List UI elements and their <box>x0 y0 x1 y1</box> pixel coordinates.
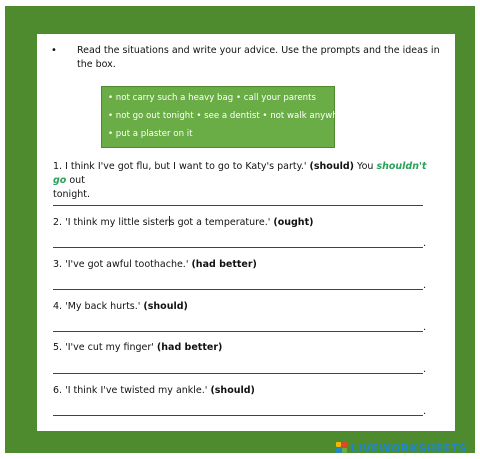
answer-line-3[interactable] <box>53 289 423 290</box>
question-5-modal: (had better) <box>156 342 223 353</box>
question-3-prompt: 3. 'I've got awful toothache.' <box>53 259 189 270</box>
logo-icon <box>336 442 348 454</box>
answer-line-2[interactable] <box>53 247 423 248</box>
question-1-modal: (should) <box>309 161 354 172</box>
question-6-prompt: 6. 'I think I've twisted my ankle.' <box>53 385 208 396</box>
question-5-prompt: 5. 'I've cut my finger' <box>53 342 154 353</box>
question-1-continuation: tonight. <box>53 189 90 200</box>
question-1 <box>53 160 433 202</box>
line-end-dot: . <box>423 364 427 375</box>
line-end-dot: . <box>423 406 427 417</box>
question-4-modal: (should) <box>143 301 188 312</box>
question-5 <box>53 341 433 355</box>
line-end-dot: . <box>423 322 427 333</box>
question-1-answer[interactable]: shouldn't go <box>53 161 427 186</box>
line-end-dot: . <box>423 238 427 249</box>
line-end-dot: . <box>423 280 427 291</box>
ideas-line-3: • put a plaster on it <box>108 129 193 139</box>
liveworksheets-logo <box>336 440 467 456</box>
logo-text: LIVEWORKSHEETS <box>351 441 467 455</box>
question-4 <box>53 300 433 314</box>
question-3-modal: (had better) <box>191 259 257 270</box>
question-2-modal: (ought) <box>273 217 314 228</box>
answer-line-5[interactable] <box>53 373 423 374</box>
green-frame <box>5 6 475 453</box>
question-1-prefix: You <box>357 161 374 172</box>
worksheet-page <box>37 34 455 431</box>
answer-line-4[interactable] <box>53 331 423 332</box>
instructions-text: Read the situations and write your advice. Use the prompts and the ideas in the box. <box>77 45 440 70</box>
answer-line-1[interactable] <box>53 205 423 206</box>
question-2 <box>53 216 433 230</box>
bullet-icon: • <box>51 45 57 56</box>
question-3 <box>53 258 433 272</box>
question-6-modal: (should) <box>210 385 255 396</box>
answer-line-6[interactable] <box>53 415 423 416</box>
question-1-suffix: out <box>69 175 85 186</box>
ideas-box <box>101 86 352 148</box>
ideas-line-2: • not go out tonight • see a dentist • not walk anywhere <box>108 111 352 121</box>
question-2-prompt-end: s got a temperature.' <box>169 217 271 228</box>
ideas-line-1: • not carry such a heavy bag • call your parents <box>108 93 316 103</box>
question-6 <box>53 384 433 398</box>
question-4-prompt: 4. 'My back hurts.' <box>53 301 141 312</box>
question-2-prompt-start: 2. 'I think my little sister <box>53 217 169 228</box>
question-1-prompt: 1. I think I've got flu, but I want to go to Katy's party.' <box>53 161 307 172</box>
